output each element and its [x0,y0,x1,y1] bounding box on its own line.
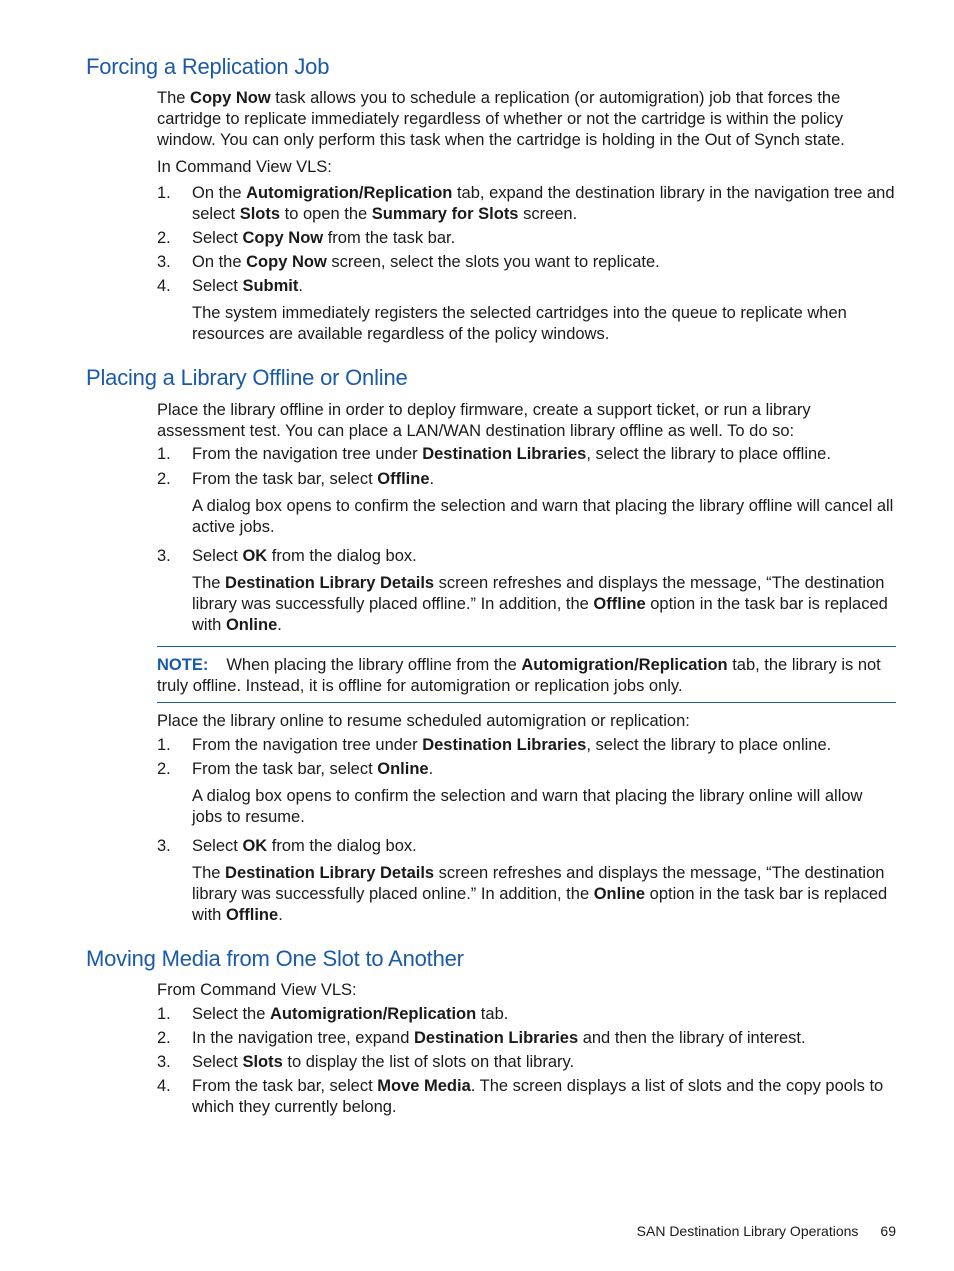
step-result-text: The Destination Library Details screen refreshes and displays the message, “The destination library was successfully placed online.” In addition, the Online option in the task bar is replaced with Offline. [192,864,888,924]
list-item: 3. On the Copy Now screen, select the slots you want to replicate. [157,253,660,271]
section-heading-forcing-replication: Forcing a Replication Job [86,54,330,79]
list-item: 3. Select OK from the dialog box. [157,837,417,855]
section-heading-offline-online: Placing a Library Offline or Online [86,365,408,390]
list-item: 2. From the task bar, select Online. [157,760,434,778]
note-box: NOTE: When placing the library offline from the Automigration/Replication tab, the library is not truly offline. Instead, it is offline for automigration or replication jobs only. [157,656,881,695]
list-item: 3. Select OK from the dialog box. [157,547,417,565]
list-item: 4. From the task bar, select Move Media. The screen displays a list of slots and the copy pools to which they currently belong. [157,1077,884,1116]
note-label: NOTE: [157,656,209,674]
step-result-text: A dialog box opens to confirm the selection and warn that placing the library offline will cancel all active jobs. [192,497,894,536]
list-item: 2. Select Copy Now from the task bar. [157,229,456,247]
page-number: 69 [880,1223,896,1239]
list-item: 2. From the task bar, select Offline. [157,470,435,488]
note-top-rule [157,646,896,647]
list-item: 3. Select Slots to display the list of slots on that library. [157,1053,575,1071]
paragraph-online-intro: Place the library online to resume scheduled automigration or replication: [157,712,690,730]
step-result-text: The Destination Library Details screen refreshes and displays the message, “The destination library was successfully placed offline.” In addition, the Offline option in the task bar is replaced with Online. [192,574,888,634]
section-heading-moving-media: Moving Media from One Slot to Another [86,946,464,971]
list-item: 1. From the navigation tree under Destination Libraries, select the library to place offline. [157,445,831,463]
list-item: 1. From the navigation tree under Destination Libraries, select the library to place online. [157,736,832,754]
note-bottom-rule [157,702,896,703]
step-result-text: The system immediately registers the selected cartridges into the queue to replicate when resources are available regardless of the policy windows. [192,304,847,343]
step-result-text: A dialog box opens to confirm the selection and warn that placing the library online will allow jobs to resume. [192,787,863,826]
list-item: 1. Select the Automigration/Replication tab. [157,1005,509,1023]
list-item: 2. In the navigation tree, expand Destination Libraries and then the library of interest. [157,1029,806,1047]
list-item: 4. Select Submit. [157,277,303,295]
page-footer [637,1223,896,1239]
paragraph-command-view-lead: In Command View VLS: [157,158,332,176]
paragraph-copy-now-intro: The Copy Now task allows you to schedule a replication (or automigration) job that forces the cartridge to replicate immediately regardless of whether or not the cartridge is within the policy window. You can only perform this task when the cartridge is holding in the Out of Synch state. [157,89,845,149]
paragraph-offline-intro: Place the library offline in order to deploy firmware, create a support ticket, or run a library assessment test. You can place a LAN/WAN destination library offline as well. To do so: [157,401,811,440]
paragraph-command-view-lead: From Command View VLS: [157,981,357,999]
footer-chapter-title: SAN Destination Library Operations [636,1223,859,1239]
list-item: 1. On the Automigration/Replication tab, expand the destination library in the navigation tree and select Slots to open the Summary for Slots screen. [157,184,895,223]
